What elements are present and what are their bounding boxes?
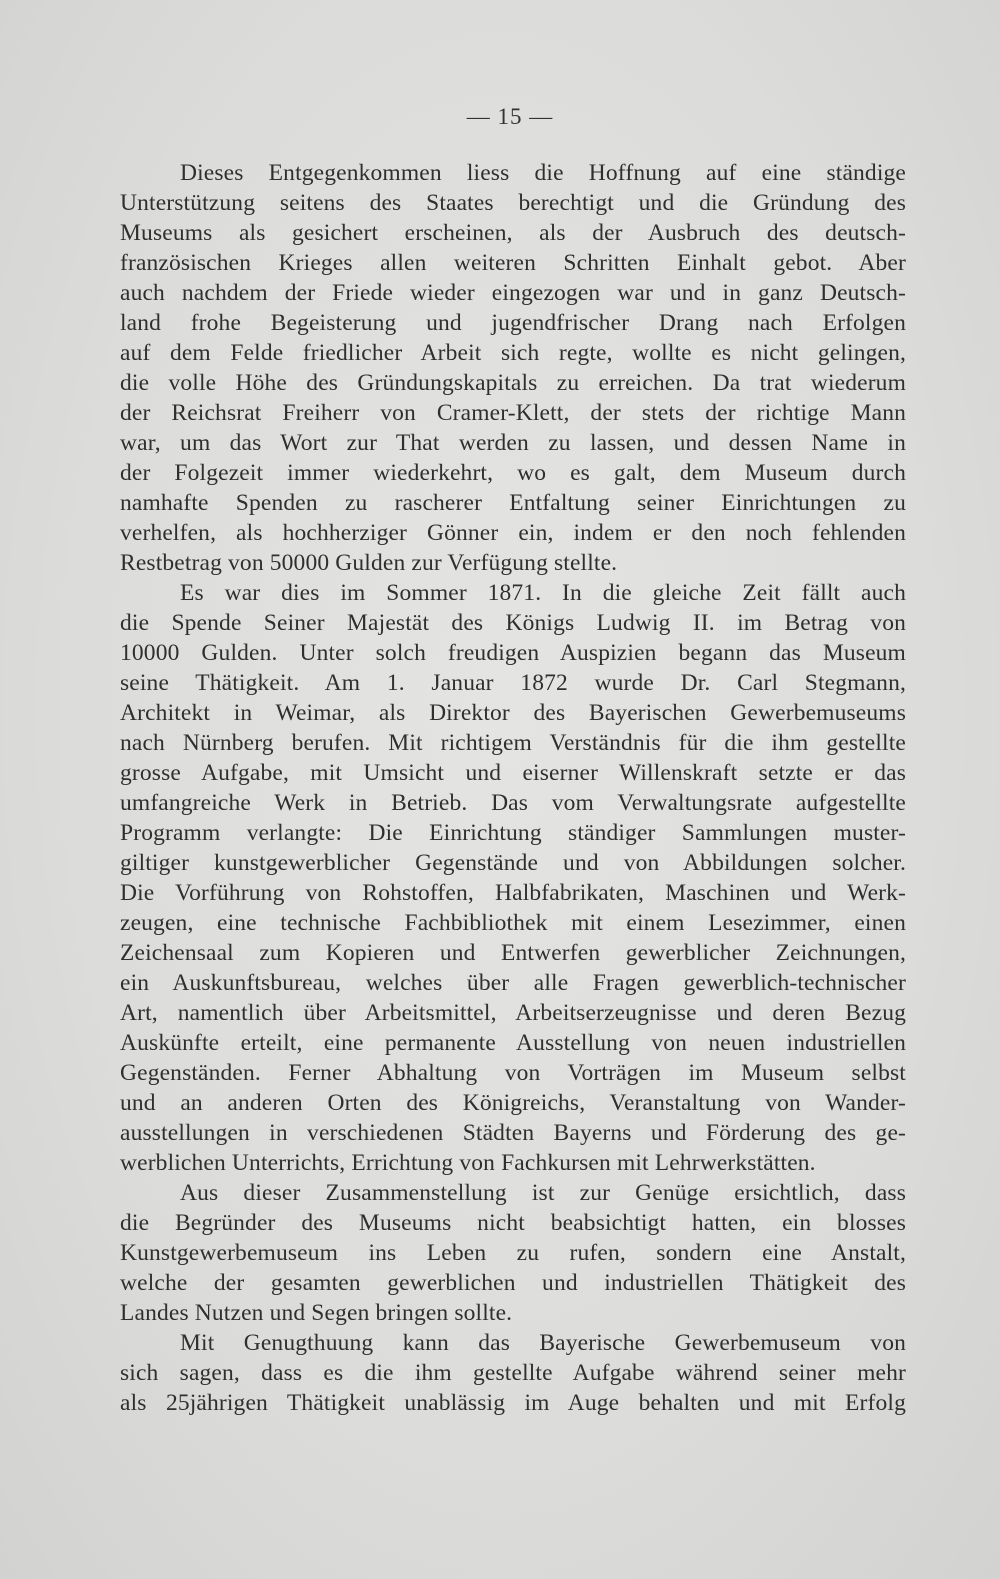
text-line: giltiger kunstgewerblicher Gegenstände und von Abbildungen solcher.	[120, 850, 906, 876]
text-line: Aus dieser Zusammenstellung ist zur Genüge ersichtlich, dass	[180, 1180, 906, 1206]
text-line: der Reichsrat Freiherr von Cramer-Klett, der stets der richtige Mann	[120, 400, 906, 426]
text-line: nach Nürnberg berufen. Mit richtigem Verständnis für die ihm gestellte	[120, 730, 906, 756]
text-line: die volle Höhe des Gründungskapitals zu erreichen. Da trat wiederum	[120, 370, 906, 396]
text-line: der Folgezeit immer wiederkehrt, wo es galt, dem Museum durch	[120, 460, 906, 486]
text-line: als 25jährigen Thätigkeit unablässig im Auge behalten und mit Erfolg	[120, 1390, 906, 1416]
text-line: grosse Aufgabe, mit Umsicht und eiserner Willenskraft setzte er das	[120, 760, 906, 786]
text-line: Zeichensaal zum Kopieren und Entwerfen gewerblicher Zeichnungen,	[120, 940, 906, 966]
text-line: Gegenständen. Ferner Abhaltung von Vorträgen im Museum selbst	[120, 1060, 906, 1086]
text-line: Es war dies im Sommer 1871. In die gleiche Zeit fällt auch	[180, 580, 906, 606]
text-line: Landes Nutzen und Segen bringen sollte.	[120, 1300, 513, 1326]
text-line: 10000 Gulden. Unter solch freudigen Auspizien begann das Museum	[120, 640, 906, 666]
body-text	[120, 158, 906, 1418]
text-line: auch nachdem der Friede wieder eingezogen war und in ganz Deutsch-	[120, 280, 906, 306]
text-line: Unterstützung seitens des Staates berechtigt und die Gründung des	[120, 190, 906, 216]
text-line: verhelfen, als hochherziger Gönner ein, indem er den noch fehlenden	[120, 520, 906, 546]
text-line: Dieses Entgegenkommen liess die Hoffnung auf eine ständige	[180, 160, 906, 186]
text-line: Die Vorführung von Rohstoffen, Halbfabrikaten, Maschinen und Werk-	[120, 880, 906, 906]
text-line: ein Auskunftsbureau, welches über alle Fragen gewerblich-technischer	[120, 970, 906, 996]
text-line: namhafte Spenden zu rascherer Entfaltung seiner Einrichtungen zu	[120, 490, 906, 516]
text-line: Museums als gesichert erscheinen, als der Ausbruch des deutsch-	[120, 220, 906, 246]
text-line: auf dem Felde friedlicher Arbeit sich regte, wollte es nicht gelingen,	[120, 340, 906, 366]
text-line: war, um das Wort zur That werden zu lassen, und dessen Name in	[120, 430, 906, 456]
text-line: ausstellungen in verschiedenen Städten Bayerns und Förderung des ge-	[120, 1120, 906, 1146]
text-line: werblichen Unterrichts, Errichtung von Fachkursen mit Lehrwerkstätten.	[120, 1150, 816, 1176]
text-line: umfangreiche Werk in Betrieb. Das vom Verwaltungsrate aufgestellte	[120, 790, 906, 816]
text-line: die Begründer des Museums nicht beabsichtigt hatten, ein blosses	[120, 1210, 906, 1236]
text-line: Kunstgewerbemuseum ins Leben zu rufen, sondern eine Anstalt,	[120, 1240, 906, 1266]
text-line: welche der gesamten gewerblichen und industriellen Thätigkeit des	[120, 1270, 906, 1296]
text-line: Restbetrag von 50000 Gulden zur Verfügung stellte.	[120, 550, 618, 576]
text-line: und an anderen Orten des Königreichs, Veranstaltung von Wander-	[120, 1090, 906, 1116]
text-line: die Spende Seiner Majestät des Königs Ludwig II. im Betrag von	[120, 610, 906, 636]
text-line: seine Thätigkeit. Am 1. Januar 1872 wurde Dr. Carl Stegmann,	[120, 670, 906, 696]
text-line: land frohe Begeisterung und jugendfrischer Drang nach Erfolgen	[120, 310, 906, 336]
text-line: Auskünfte erteilt, eine permanente Ausstellung von neuen industriellen	[120, 1030, 906, 1056]
text-line: Architekt in Weimar, als Direktor des Bayerischen Gewerbemuseums	[120, 700, 906, 726]
text-line: Art, namentlich über Arbeitsmittel, Arbeitserzeugnisse und deren Bezug	[120, 1000, 906, 1026]
text-line: Programm verlangte: Die Einrichtung ständiger Sammlungen muster-	[120, 820, 906, 846]
text-line: zeugen, eine technische Fachbibliothek mit einem Lesezimmer, einen	[120, 910, 906, 936]
text-line: sich sagen, dass es die ihm gestellte Aufgabe während seiner mehr	[120, 1360, 906, 1386]
page-number: — 15 —	[466, 104, 554, 129]
text-line: Mit Genugthuung kann das Bayerische Gewerbemuseum von	[180, 1330, 906, 1356]
text-line: französischen Krieges allen weiteren Schritten Einhalt gebot. Aber	[120, 250, 906, 276]
